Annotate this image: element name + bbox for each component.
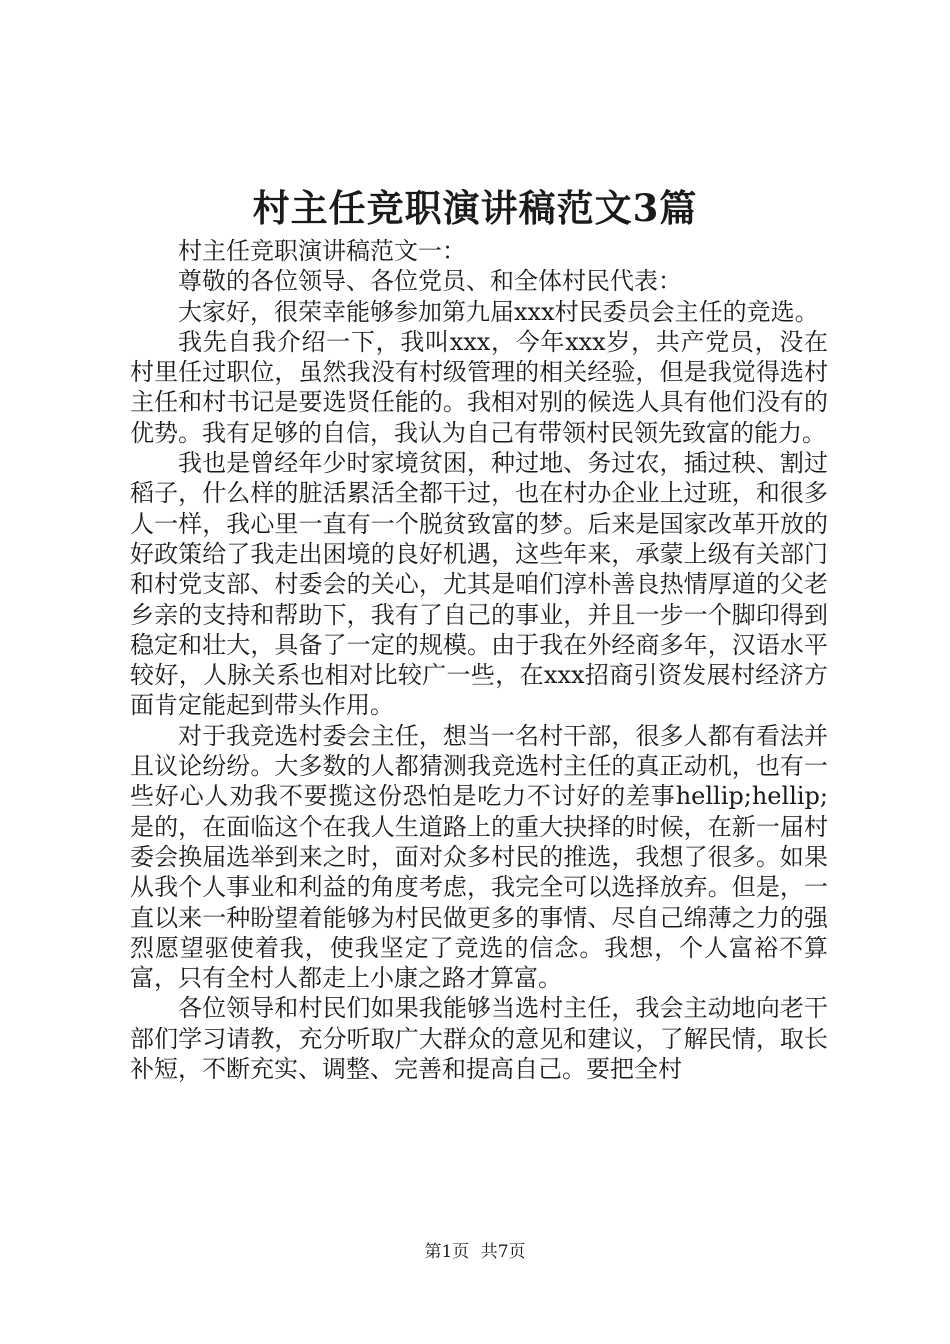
paragraph: 对于我竞选村委会主任，想当一名村干部，很多人都有看法并且议论纷纷。大多数的人都猜测我竞选村主任的真正动机，也有一些好心人劝我不要揽这份恐怕是吃力不讨好的差事hellip;hellip;是的，在面临这个在我人生道路上的重大抉择的时候，在新一届村委会换届选举到来之时，面对众多村民的推选，我想了很多。如果从我个人事业和利益的角度考虑，我完全可以选择放弃。但是，一直以来一种盼望着能够为村民做更多的事情、尽自己绵薄之力的强烈愿望驱使着我，使我坚定了竞选的信念。我想，个人富裕不算富，只有全村人都走上小康之路才算富。 [130, 721, 828, 993]
paragraph: 村主任竞职演讲稿范文一： [178, 237, 466, 265]
paragraph: 各位领导和村民们如果我能够当选村主任，我会主动地向老干部们学习请教，充分听取广大群众的意见和建议，了解民情，取长补短，不断充实、调整、完善和提高自己。要把全村 [130, 994, 828, 1084]
page-total: 共7页 [480, 1242, 526, 1262]
document-body [130, 236, 828, 1084]
document-title: 村主任竞职演讲稿范文3篇 [252, 186, 698, 230]
paragraph: 大家好，很荣幸能够参加第九届xxx村民委员会主任的竞选。 [178, 297, 819, 326]
page-number: 第1页 [424, 1242, 470, 1262]
paragraph: 尊敬的各位领导、各位党员、和全体村民代表： [178, 267, 682, 296]
page-footer [0, 1240, 950, 1264]
paragraph: 我先自我介绍一下，我叫xxx，今年xxx岁，共产党员，没在村里任过职位，虽然我没有村级管理的相关经验，但是我觉得选村主任和村书记是要选贤任能的。我相对别的候选人具有他们没有的优势。我有足够的自信，我认为自己有带领村民领先致富的能力。 [130, 327, 828, 447]
paragraph: 我也是曾经年少时家境贫困，种过地、务过农，插过秧、割过稻子，什么样的脏活累活全都干过，也在村办企业上过班，和很多人一样，我心里一直有一个脱贫致富的梦。后来是国家改革开放的好政策给了我走出困境的良好机遇，这些年来，承蒙上级有关部门和村党支部、村委会的关心，尤其是咱们淳朴善良热情厚道的父老乡亲的支持和帮助下，我有了自己的事业，并且一步一个脚印得到稳定和壮大，具备了一定的规模。由于我在外经商多年，汉语水平较好，人脉关系也相对比较广一些，在xxx招商引资发展村经济方面肯定能起到带头作用。 [130, 449, 828, 720]
